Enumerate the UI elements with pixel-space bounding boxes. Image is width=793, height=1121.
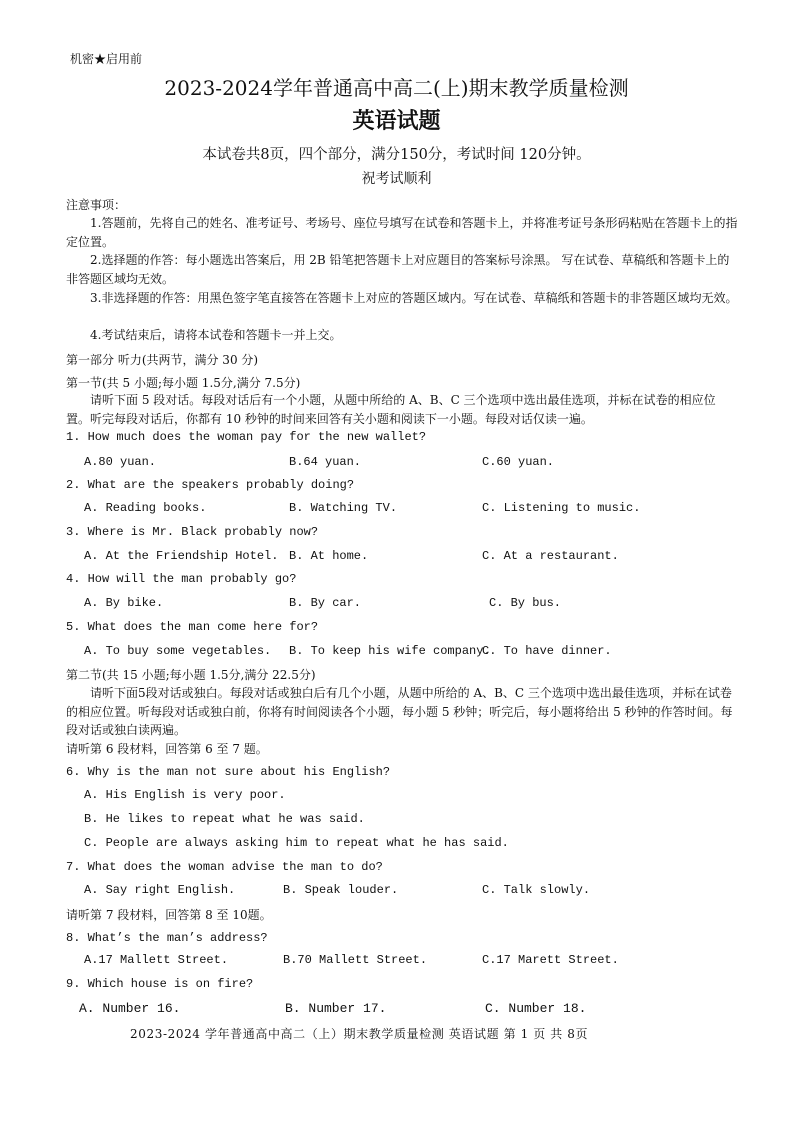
question-2-option-a: A. Reading books. [84,501,207,515]
section2-instructions: 请听下面5段对话或独白。每段对话或独白后有几个小题，从题中所给的 A、B、C 三个选项中选出最佳选项，并标在试卷的相应位置。听每段对话或独白前，你将有时间阅读各个小题，每小题 5 秒钟；听完后，每小题将给出 5 秒钟的作答时间。每段对话或独白读两遍。 [66,686,733,737]
question-7-option-c: C. Talk slowly. [482,883,591,897]
question-4-option-b: B. By car. [289,596,362,610]
question-3-option-c: C. At a restaurant. [482,549,619,563]
question-6-option-c: C. People are always asking him to repeat what he has said. [84,836,509,850]
notes-heading: 注意事项： [66,198,127,212]
question-7-option-a: A. Say right English. [84,883,236,897]
question-1-option-b: B.64 yuan. [289,455,362,469]
exam-title: 2023-2024学年普通高中高二(上)期末教学质量检测 [164,76,629,100]
confidential-label: 机密★启用前 [70,52,143,66]
question-2-option-b: B. Watching TV. [289,501,398,515]
question-4-option-c: C. By bus. [489,596,562,610]
material-6-instruction: 请听第 6 段材料，回答第 6 至 7 题。 [66,742,268,756]
question-7-option-b: B. Speak louder. [283,883,399,897]
note-item-1: 1.答题前，先将自己的姓名、准考证号、考场号、座位号填写在试卷和答题卡上，并将准考证号条形码粘贴在答题卡上的指定位置。 [66,216,738,249]
question-5-option-a: A. To buy some vegetables. [84,644,272,658]
note-item-3: 3.非选择题的作答：用黑色签字笔直接答在答题卡上对应的答题区域内。写在试卷、草稿纸和答题卡的非答题区域均无效。 [90,291,738,305]
section2-heading: 第二节(共 15 小题;每小题 1.5分,满分 22.5分) [66,668,316,682]
question-6-option-b: B. He likes to repeat what he was said. [84,812,365,826]
question-3: 3. Where is Mr. Black probably now? [66,525,319,539]
question-1: 1. How much does the woman pay for the new wallet? [66,430,427,444]
question-3-option-b: B. At home. [289,549,369,563]
question-3-option-a: A. At the Friendship Hotel. [84,549,279,563]
question-8-option-b: B.70 Mallett Street. [283,953,428,967]
question-8-option-a: A.17 Mallett Street. [84,953,229,967]
question-1-option-a: A.80 yuan. [84,455,157,469]
page-footer: 2023-2024 学年普通高中高二（上）期末教学质量检测 英语试题 第 1 页 共 8页 [130,1027,589,1041]
question-6: 6. Why is the man not sure about his English? [66,765,391,779]
question-9-option-a: A. Number 16. [79,1001,181,1016]
material-7-instruction: 请听第 7 段材料，回答第 8 至 10题。 [66,908,272,922]
question-5: 5. What does the man come here for? [66,620,319,634]
question-8: 8. What’s the man’s address? [66,931,268,945]
question-4-option-a: A. By bike. [84,596,164,610]
section1-heading: 第一节(共 5 小题;每小题 1.5分,满分 7.5分) [66,376,301,390]
question-4: 4. How will the man probably go? [66,572,297,586]
question-9-option-c: C. Number 18. [485,1001,587,1016]
exam-info: 本试卷共8页，四个部分，满分150分，考试时间 120分钟。 [202,147,591,163]
question-5-option-b: B. To keep his wife company. [289,644,491,658]
section1-instructions: 请听下面 5 段对话。每段对话后有一个小题，从题中所给的 A、B、C 三个选项中选出最佳选项，并标在试卷的相应位置。听完每段对话后，你都有 10 秒钟的时间来回答有关小题和阅读下一小题。每段对话仅读一遍。 [66,393,716,426]
question-9: 9. Which house is on fire? [66,977,254,991]
note-item-4: 4.考试结束后，请将本试卷和答题卡一并上交。 [90,328,342,342]
question-7: 7. What does the woman advise the man to do? [66,860,383,874]
question-8-option-c: C.17 Marett Street. [482,953,619,967]
question-5-option-c: C. To have dinner. [482,644,612,658]
good-luck-text: 祝考试顺利 [361,171,432,187]
exam-subtitle: 英语试题 [352,108,441,134]
note-item-2: 2.选择题的作答：每小题选出答案后，用 2B 铅笔把答题卡上对应题目的答案标号涂黑。 写在试卷、草稿纸和答题卡上的非答题区域均无效。 [66,253,730,286]
part1-heading: 第一部分 听力(共两节，满分 30 分) [66,353,259,367]
question-1-option-c: C.60 yuan. [482,455,555,469]
question-2: 2. What are the speakers probably doing? [66,478,355,492]
question-2-option-c: C. Listening to music. [482,501,641,515]
question-6-option-a: A. His English is very poor. [84,788,286,802]
question-9-option-b: B. Number 17. [285,1001,387,1016]
